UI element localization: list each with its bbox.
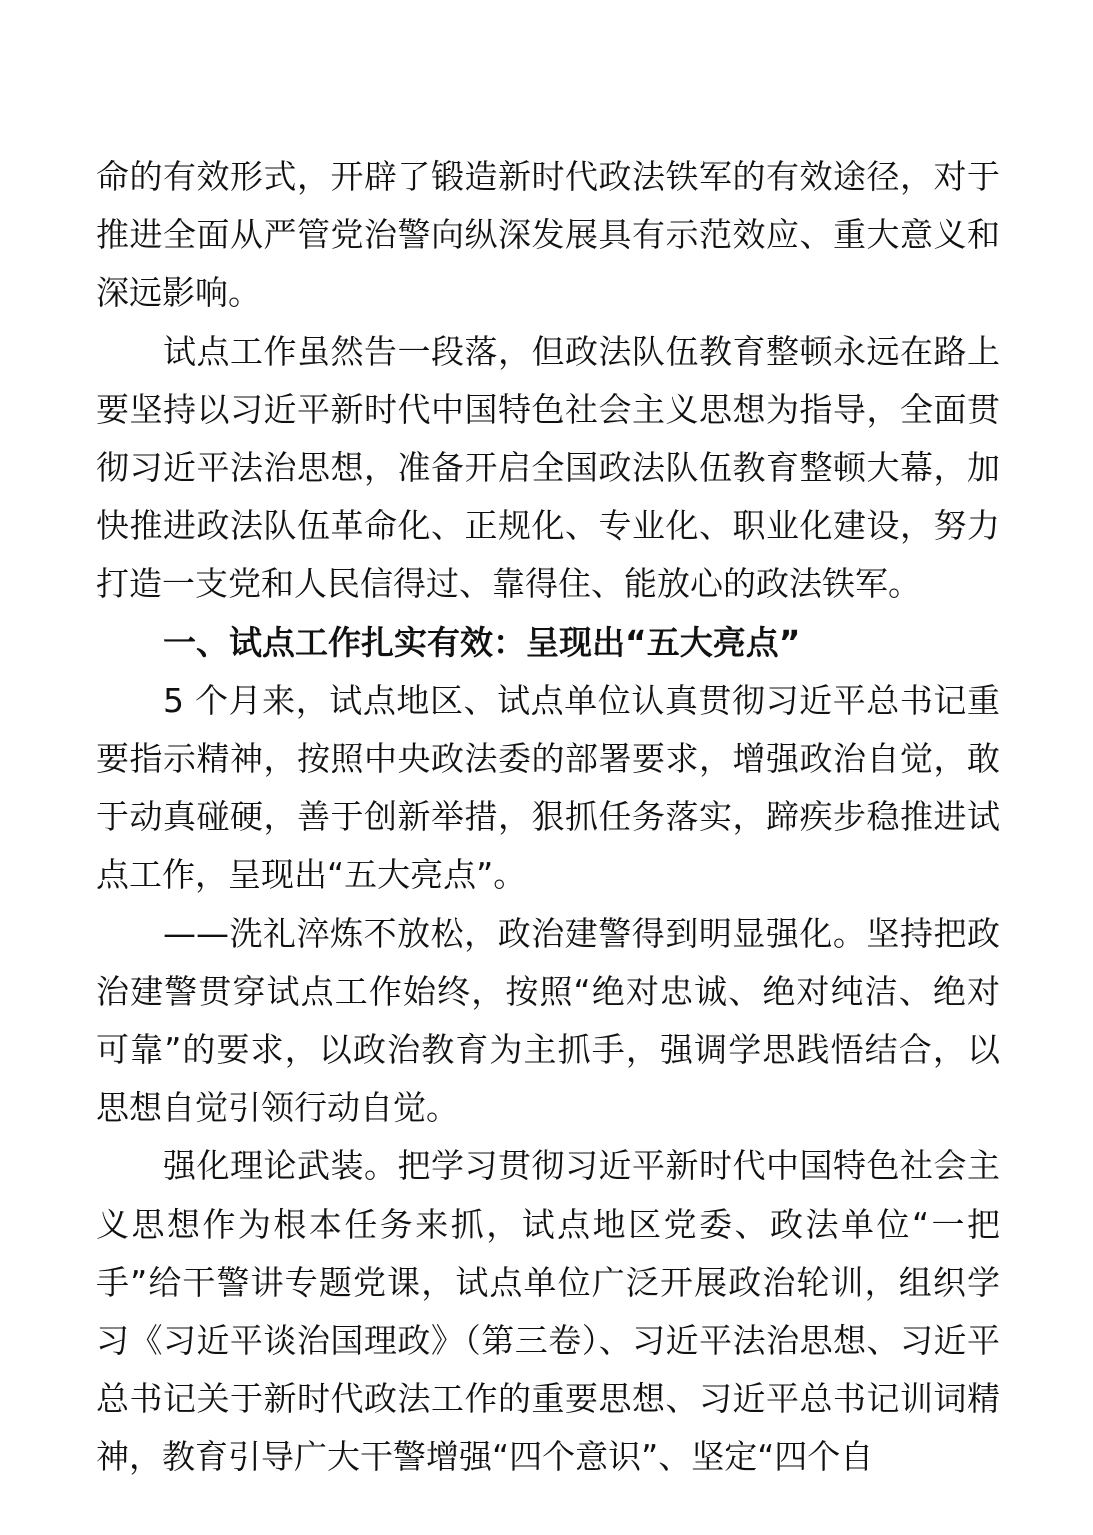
paragraph-pilot-work: 试点工作虽然告一段落，但政法队伍教育整顿永远在路上要坚持以习近平新时代中国特色社会主义思想为指导，全面贯彻习近平法治思想，准备开启全国政法队伍教育整顿大幕，加快推进政法队伍革命化、正规化、专业化、职业化建设，努力打造一支党和人民信得过、靠得住、能放心的政法铁军。 bbox=[96, 331, 1000, 604]
section-heading: 一、试点工作扎实有效：呈现出“五大亮点” bbox=[163, 622, 801, 662]
document-body bbox=[96, 148, 1000, 1487]
paragraph-political-building: ——洗礼淬炼不放松，政治建警得到明显强化。坚持把政治建警贯穿试点工作始终，按照“绝对忠诚、绝对纯洁、绝对可靠”的要求，以政治教育为主抓手，强调学思践悟结合，以思想自觉引领行动自觉。 bbox=[96, 913, 1000, 1128]
paragraph-five-months: 5 个月来，试点地区、试点单位认真贯彻习近平总书记重要指示精神，按照中央政法委的部署要求，增强政治自觉，敢于动真碰硬，善于创新举措，狠抓任务落实，蹄疾步稳推进试点工作，呈现出“五大亮点”。 bbox=[96, 680, 1000, 895]
paragraph-continuation: 命的有效形式，开辟了锻造新时代政法铁军的有效途径，对于推进全面从严管党治警向纵深发展具有示范效应、重大意义和深远影响。 bbox=[96, 157, 1000, 313]
paragraph-theory-armament: 强化理论武装。把学习贯彻习近平新时代中国特色社会主义思想作为根本任务来抓，试点地区党委、政法单位“一把手”给干警讲专题党课，试点单位广泛开展政治轮训，组织学习《习近平谈治国理政》（第三卷）、习近平法治思想、习近平总书记关于新时代政法工作的重要思想、习近平总书记训词精神，教育引导广大干警增强“四个意识”、坚定“四个自 bbox=[96, 1146, 1000, 1477]
